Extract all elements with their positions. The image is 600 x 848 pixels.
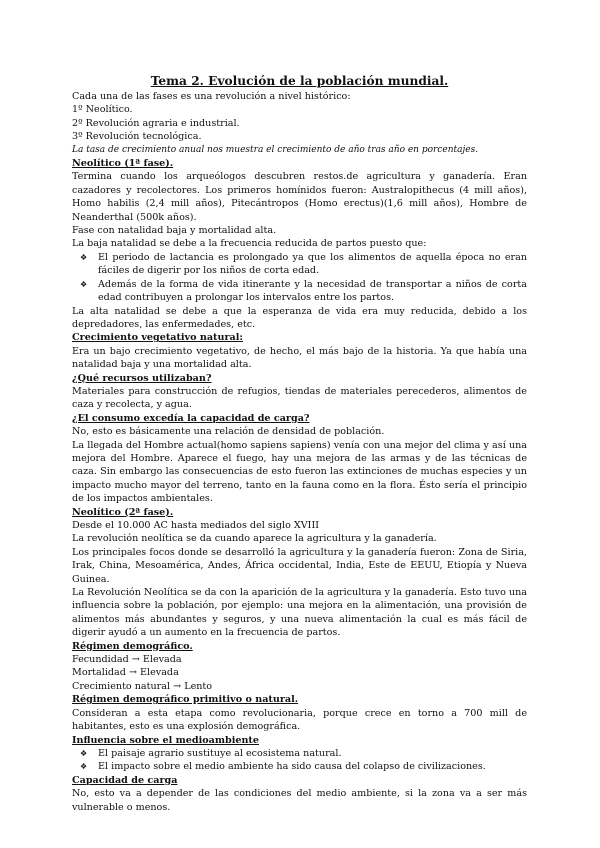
list-item-text: El impacto sobre el medio ambiente ha sido causa del colapso de civilizaciones. [98, 761, 486, 773]
paragraph: La baja natalidad se debe a la frecuencia reducida de partos puesto que: [72, 238, 427, 250]
paragraph: Consideran a esta etapa como revolucionaria, porque crece en torno a 700 mill de habitantes, esto es una explosión demográfica. [72, 707, 527, 733]
section-heading-regimen: Régimen demográfico. [72, 640, 193, 652]
paragraph: Termina cuando los arqueólogos descubren restos.de agricultura y ganadería. Eran cazadores y recolectores. Los primeros homínidos fueron: Australopithecus (4 mill años), Homo habilis (2,4 mill años), Pitecántropos (Homo erectus)(1,6 mill años), Hombre de Neanderthal (500k años). [72, 171, 527, 223]
paragraph: La revolución neolítica se da cuando aparece la agricultura y la ganadería. [72, 533, 437, 545]
paragraph: No, esto va a depender de las condiciones del medio ambiente, si la zona va a ser más vulnerable o menos. [72, 788, 527, 813]
section-heading-crecimiento: Crecimiento vegetativo natural: [72, 332, 243, 344]
regimen-line: Mortalidad → Elevada [72, 667, 179, 679]
paragraph: La llegada del Hombre actual(homo sapiens sapiens) venía con una mejor del clima y así una mejora del Hombre. Aparece el fuego, hay una mejora de las armas y de las técnicas de caza. Sin embargo las consecuencias de esto fueron las extinciones de muchas especies y un impacto mucho mayor del terreno, tanto en la fauna como en la flora. Ésto sería el principio de los impactos ambientales. [72, 439, 527, 505]
regimen-line: Crecimiento natural → Lento [72, 680, 213, 692]
diamond-bullet-icon: ❖ [80, 762, 88, 772]
section-heading-recursos: ¿Qué recursos utilizaban? [72, 372, 212, 384]
intro-line: 1º Neolítico. [72, 104, 133, 116]
intro-line: 2º Revolución agraria e industrial. [72, 117, 240, 129]
section-heading-regimen-primitivo: Régimen demográfico primitivo o natural. [72, 694, 299, 706]
document-title: Tema 2. Evolución de la población mundial. [150, 74, 449, 88]
regimen-line: Fecundidad → Elevada [72, 654, 182, 666]
section-heading-consumo: ¿El consumo excedía la capacidad de carga? [72, 412, 310, 424]
section-heading-capacidad: Capacidad de carga [72, 774, 178, 786]
diamond-bullet-icon: ❖ [80, 748, 88, 758]
paragraph: Los principales focos donde se desarrolló la agricultura y la ganadería fueron: Zona de Siria, Irak, China, Mesoamérica, Andes, África occidental, India, Este de EEUU, Etiopía y Nueva Guinea. [72, 546, 527, 585]
intro-line: Cada una de las fases es una revolución a nivel histórico: [72, 91, 351, 102]
list-item-text: El paisaje agrario sustituye al ecosistema natural. [98, 747, 342, 759]
paragraph: Era un bajo crecimiento vegetativo, de hecho, el más bajo de la historia. Ya que había una natalidad baja y una mortalidad alta. [72, 345, 527, 371]
paragraph: La alta natalidad se debe a que la esperanza de vida era muy reducida, debido a los depredadores, las enfermedades, etc. [72, 305, 527, 330]
list-item-text: Además de la forma de vida itinerante y la necesidad de transportar a niños de corta edad contribuyen a prolongar los intervalos entre los partos. [98, 278, 527, 304]
list-item [72, 278, 527, 305]
paragraph: La Revolución Neolítica se da con la aparición de la agricultura y la ganadería. Esto tuvo una influencia sobre la población, por ejemplo: una mejora en la alimentación, una provisión de alimentos más abundantes y seguros, y una nueva alimentación la cual es más fácil de digerir ayudó a un aumento en la frecuencia de partos. [72, 587, 527, 639]
paragraph: No, esto es básicamente una relación de densidad de población. [72, 426, 385, 438]
section-heading-neolitico-1: Neolítico (1ª fase). [72, 158, 174, 170]
list-item [72, 747, 527, 760]
paragraph: Fase con natalidad baja y mortalidad alta. [72, 225, 277, 237]
list-item [72, 251, 527, 278]
diamond-bullet-icon: ❖ [80, 252, 88, 262]
section-heading-neolitico-2: Neolítico (2ª fase). [72, 506, 174, 518]
paragraph: Desde el 10.000 AC hasta mediados del siglo XVIII [72, 520, 320, 531]
intro-italic-note: La tasa de crecimiento anual nos muestra el crecimiento de año tras año en porcentajes. [72, 144, 479, 155]
list-item-text: El periodo de lactancia es prolongado ya que los alimentos de aquella época no eran fáciles de digerir por los niños de corta edad. [98, 251, 527, 277]
list-item [72, 760, 527, 773]
intro-line: 3º Revolución tecnológica. [72, 131, 202, 143]
diamond-bullet-icon: ❖ [80, 279, 88, 289]
section-heading-influencia: Influencia sobre el medioambiente [72, 734, 259, 746]
document-page [72, 73, 527, 814]
paragraph: Materiales para construcción de refugios, tiendas de materiales perecederos, alimentos de caza y recolecta, y agua. [72, 385, 527, 411]
